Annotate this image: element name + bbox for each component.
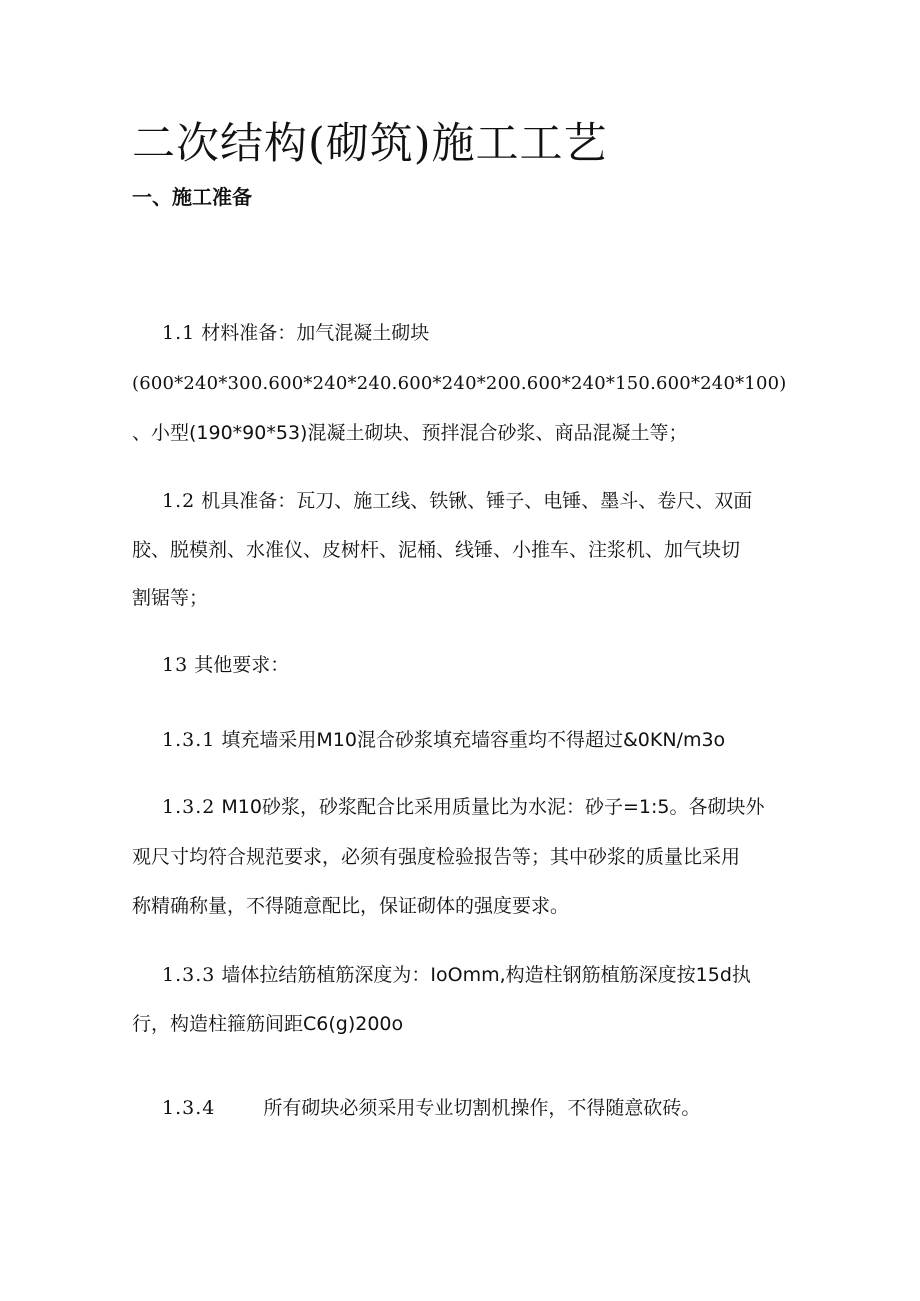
paragraph-1-3-4-line-1 xyxy=(162,1096,700,1120)
section-heading: 一、施工准备 xyxy=(132,185,252,209)
paragraph-1-3-2-line-1 xyxy=(162,795,764,819)
paragraph-text: 机具准备：瓦刀、施工线、铁锹、锤子、电锤、墨斗、卷尺、双面 xyxy=(201,490,753,512)
paragraph-text: 填充墙采用M10混合砂浆填充墙容重均不得超过&0KN/m3o xyxy=(221,729,726,751)
paragraph-text: M10砂浆，砂浆配合比采用质量比为水泥：砂子=1:5。各砌块外 xyxy=(221,796,765,818)
paragraph-number: 1.3.2 xyxy=(162,796,216,818)
document-title: 二次结构(砌筑)施工工艺 xyxy=(132,119,608,169)
paragraph-1-3-3-line-1 xyxy=(162,963,751,987)
paragraph-1-3-1-line-1 xyxy=(162,728,725,752)
paragraph-number: 1.2 xyxy=(162,490,196,512)
paragraph-1-3-line-1 xyxy=(162,653,289,677)
paragraph-1-1-line-1 xyxy=(162,321,429,345)
paragraph-text: 其他要求： xyxy=(194,654,290,676)
paragraph-1-3-2-line-3: 称精确称量，不得随意配比，保证砌体的强度要求。 xyxy=(132,895,570,917)
paragraph-number: 1.3.3 xyxy=(162,964,216,986)
paragraph-text: 材料准备：加气混凝土砌块 xyxy=(201,322,430,344)
paragraph-number: 1.1 xyxy=(162,322,196,344)
paragraph-1-2-line-3: 割锯等； xyxy=(132,587,209,609)
paragraph-1-1-line-2: (600*240*300.600*240*240.600*240*200.600*240*150.600*240*100) xyxy=(132,373,787,394)
paragraph-1-3-2-line-2: 观尺寸均符合规范要求，必须有强度检验报告等；其中砂浆的质量比采用 xyxy=(132,846,741,868)
paragraph-number: 1.3.4 xyxy=(162,1097,216,1119)
paragraph-number: 13 xyxy=(162,654,189,676)
paragraph-text: 所有砌块必须采用专业切割机操作，不得随意砍砖。 xyxy=(263,1097,701,1119)
paragraph-1-2-line-1 xyxy=(162,489,752,513)
paragraph-text: 墙体拉结筋植筋深度为：IoOmm,构造柱钢筋植筋深度按15d执 xyxy=(221,964,751,986)
paragraph-number: 1.3.1 xyxy=(162,729,216,751)
paragraph-1-3-3-line-2: 行，构造柱箍筋间距C6(g)200o xyxy=(132,1013,404,1035)
paragraph-1-2-line-2: 胶、脱模剂、水准仪、皮树杆、泥桶、线锤、小推车、注浆机、加气块切 xyxy=(132,539,741,561)
paragraph-1-1-line-3: 、小型(190*90*53)混凝土砌块、预拌混合砂浆、商品混凝土等； xyxy=(132,422,688,444)
